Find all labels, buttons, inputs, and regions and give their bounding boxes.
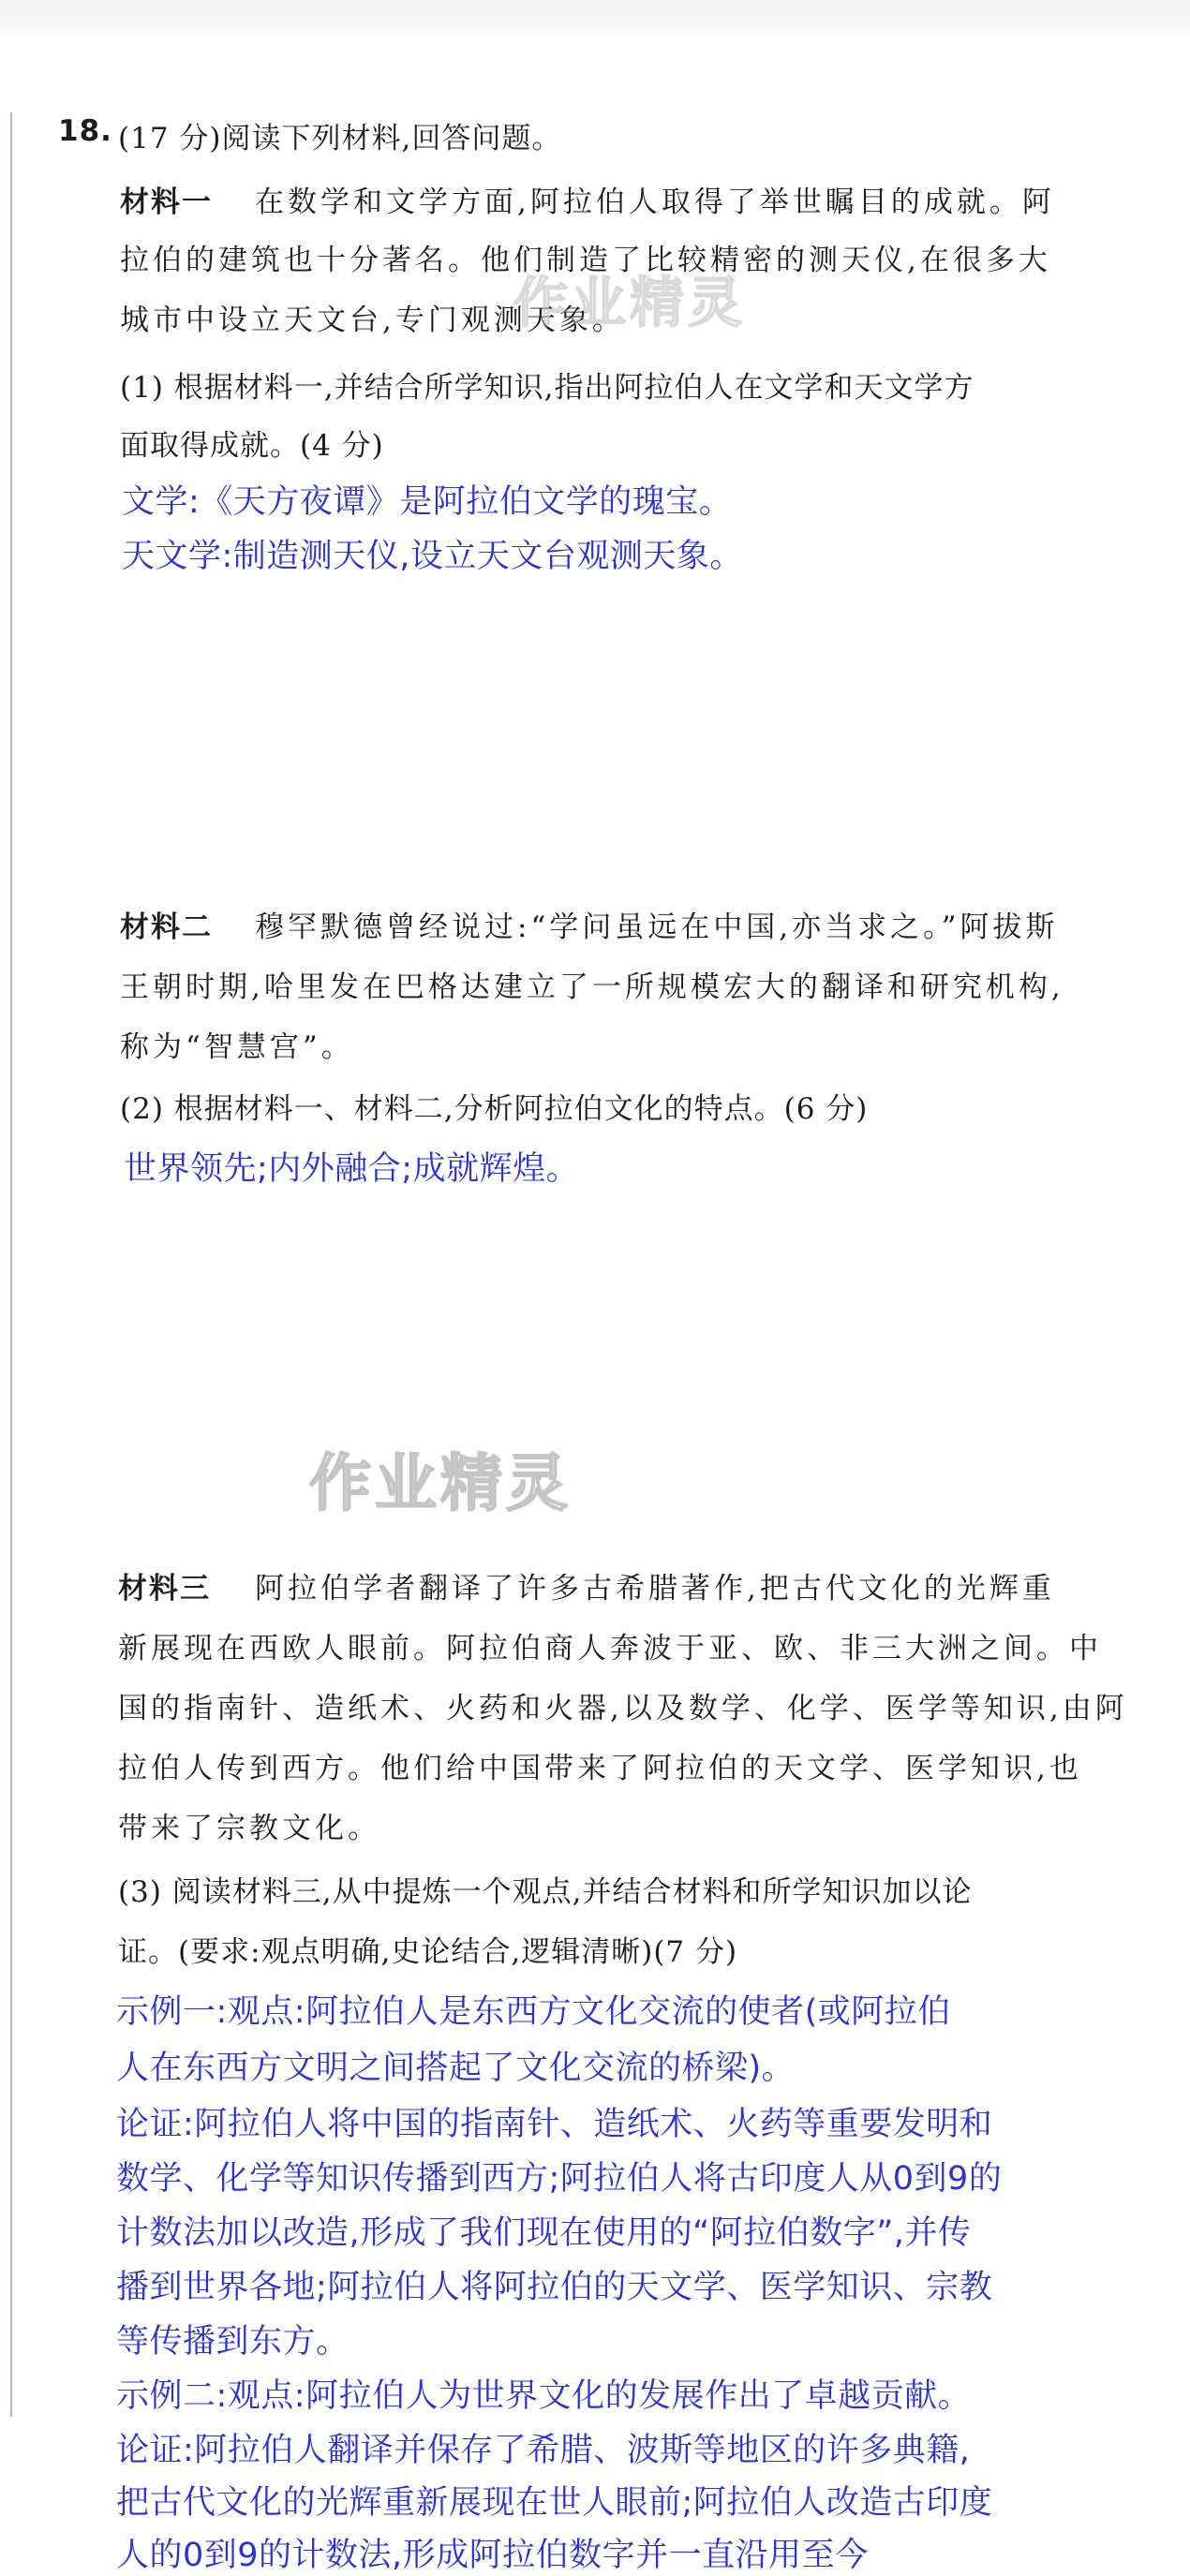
material3-line-1: 阿拉伯学者翻译了许多古希腊著作,把古代文化的光辉重 — [255, 1572, 1055, 1606]
material3-line-2: 新展现在西欧人眼前。阿拉伯商人奔波于亚、欧、非三大洲之间。中 — [118, 1632, 1102, 1666]
part3-answer-3: 论证:阿拉伯人将中国的指南针、造纸术、火药等重要发明和 — [116, 2106, 993, 2143]
part3-answer-7: 等传播到东方。 — [116, 2323, 350, 2361]
part3-answer-2: 人在东西方文明之间搭起了文化交流的桥梁)。 — [116, 2050, 796, 2087]
part3-answer-9: 论证:阿拉伯人翻译并保存了希腊、波斯等地区的许多典籍, — [116, 2432, 971, 2469]
part3-line-2: 证。(要求:观点明确,史论结合,逻辑清晰)(7 分) — [118, 1935, 738, 1969]
material2-line-3: 称为“智慧宫”。 — [120, 1030, 354, 1064]
watermark-top: 作业精灵 — [513, 271, 747, 334]
part2-line-1: (2) 根据材料一、材料二,分析阿拉伯文化的特点。(6 分) — [120, 1092, 869, 1126]
material3-label: 材料三 — [118, 1572, 211, 1606]
part3-line-1: (3) 阅读材料三,从中提炼一个观点,并结合材料和所学知识加以论 — [118, 1875, 973, 1909]
part3-answer-8: 示例二:观点:阿拉伯人为世界文化的发展作出了卓越贡献。 — [116, 2377, 972, 2415]
part3-answer-5: 计数法加以改造,形成了我们现在使用的“阿拉伯数字”,并传 — [116, 2214, 972, 2252]
part1-line-1: (1) 根据材料一,并结合所学知识,指出阿拉伯人在文学和天文学方 — [120, 371, 974, 405]
part2-answer-1: 世界领先;内外融合;成就辉煌。 — [124, 1150, 580, 1188]
part3-answer-1: 示例一:观点:阿拉伯人是东西方文化交流的使者(或阿拉伯 — [116, 1993, 951, 2031]
material3-line-4: 拉伯人传到西方。他们给中国带来了阿拉伯的天文学、医学知识,也 — [118, 1752, 1082, 1785]
material3-line-3: 国的指南针、造纸术、火药和火器,以及数学、化学、医学等知识,由阿 — [118, 1692, 1128, 1725]
part3-answer-11: 人的0到9的计数法,形成阿拉伯数字并一直沿用至今 — [116, 2537, 869, 2574]
material1-line-2: 拉伯的建筑也十分著名。他们制造了比较精密的测天仪,在很多大 — [120, 244, 1051, 277]
part3-answer-10: 把古代文化的光辉重新展现在世人眼前;阿拉伯人改造古印度 — [116, 2484, 993, 2522]
part1-answer-2: 天文学:制造测天仪,设立天文台观测天象。 — [122, 538, 743, 575]
part3-answer-6: 播到世界各地;阿拉伯人将阿拉伯的天文学、医学知识、宗教 — [116, 2269, 993, 2306]
material1-line-1: 在数学和文学方面,阿拉伯人取得了举世瞩目的成就。阿 — [255, 185, 1055, 219]
material3-line-5: 带来了宗教文化。 — [118, 1812, 380, 1845]
material2-line-2: 王朝时期,哈里发在巴格达建立了一所规模宏大的翻译和研究机构, — [120, 970, 1064, 1004]
margin-line — [10, 112, 12, 2417]
part1-line-2: 面取得成就。(4 分) — [120, 429, 384, 463]
part1-answer-1: 文学:《天方夜谭》是阿拉伯文学的瑰宝。 — [122, 483, 733, 521]
watermark-middle: 作业精灵 — [309, 1447, 572, 1519]
material2-line-1: 穆罕默德曾经说过:“学问虽远在中国,亦当求之。”阿拔斯 — [255, 910, 1059, 944]
material1-line-3: 城市中设立天文台,专门观测天象。 — [120, 303, 625, 337]
part3-answer-4: 数学、化学等知识传播到西方;阿拉伯人将古印度人从0到9的 — [116, 2160, 1003, 2198]
material1-label: 材料一 — [120, 185, 213, 219]
question-number: 18. — [58, 114, 112, 148]
question-header: (17 分)阅读下列材料,回答问题。 — [118, 122, 562, 155]
top-band — [0, 0, 1190, 36]
material2-label: 材料二 — [120, 910, 213, 944]
